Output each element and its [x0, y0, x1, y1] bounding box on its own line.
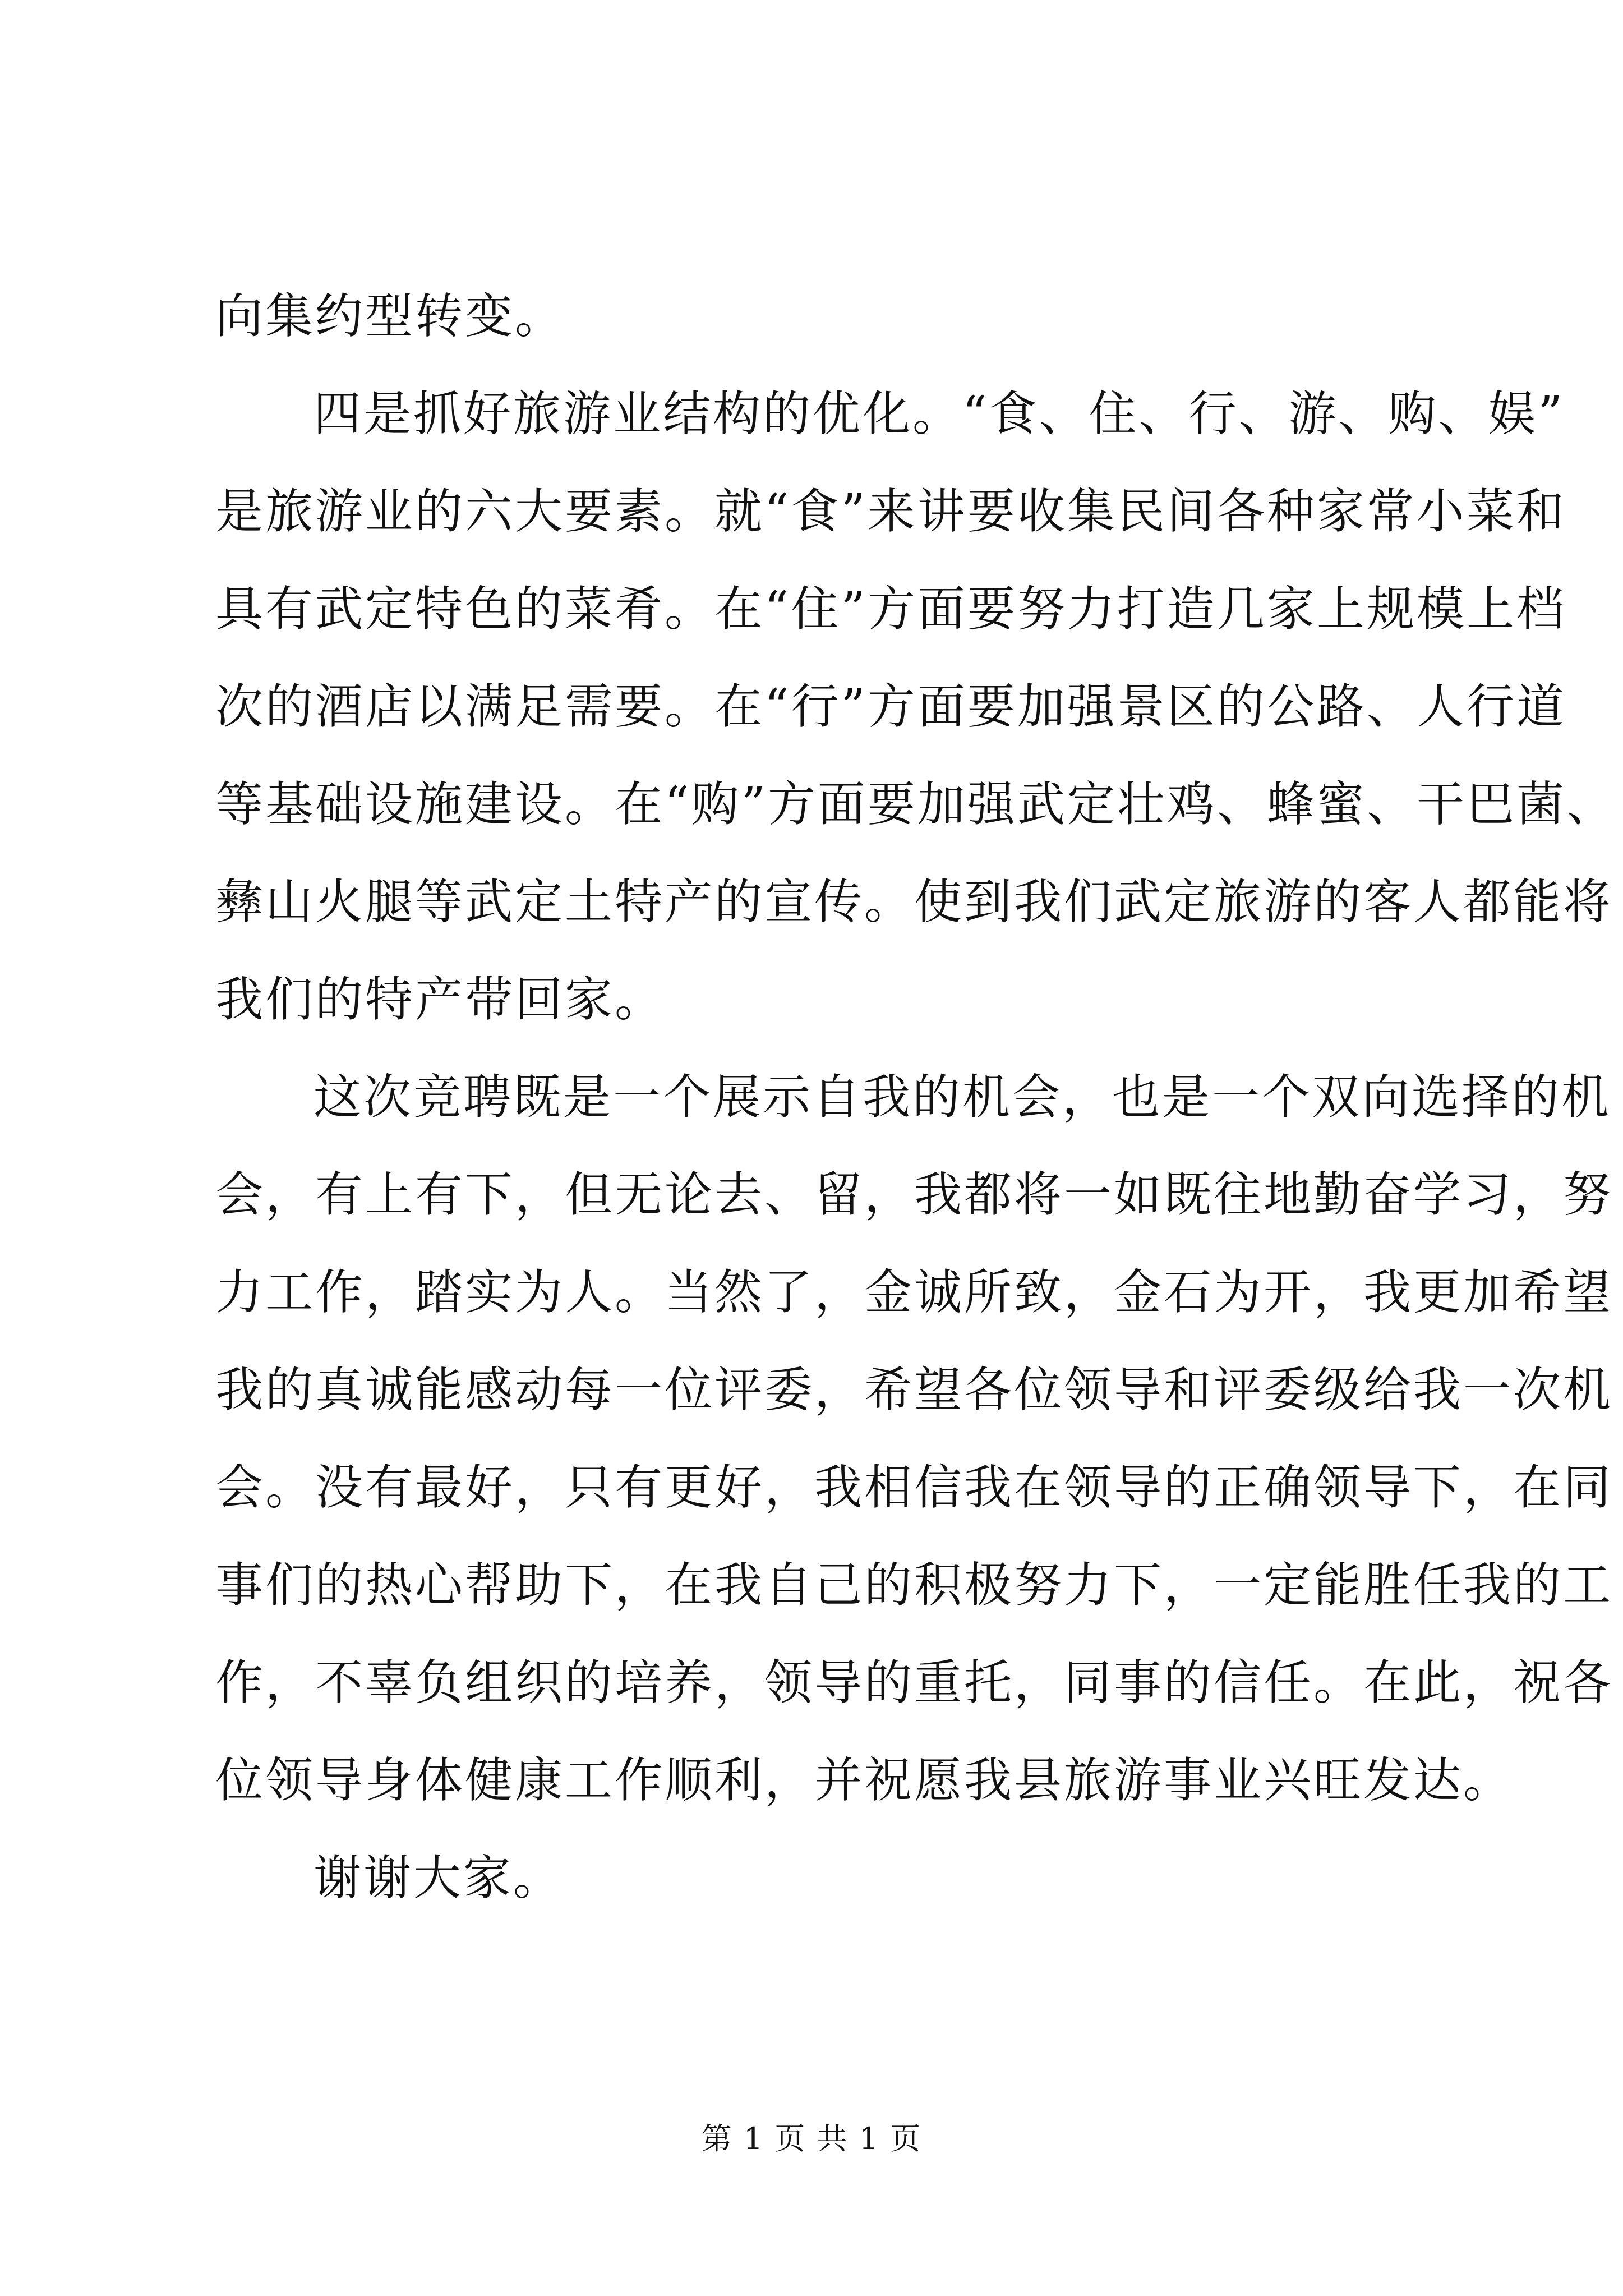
- paragraph-1: [215, 268, 1427, 366]
- document-body: [215, 268, 1616, 1927]
- paragraph-2: [215, 366, 1616, 1049]
- text-line: 等基础设施建设。在“购”方面要加强武定壮鸡、蜂蜜、干巴菌、: [215, 777, 1616, 832]
- text-line: 谢谢大家。: [313, 1851, 564, 1906]
- text-line: 作，不辜负组织的培养，领导的重托，同事的信任。在此，祝各: [215, 1655, 1613, 1711]
- text-line: 事们的热心帮助下，在我自己的积极努力下，一定能胜任我的工: [215, 1558, 1613, 1613]
- text-line: 会。没有最好，只有更好，我相信我在领导的正确领导下，在同: [215, 1460, 1613, 1516]
- text-line: 会，有上有下，但无论去、留，我都将一如既往地勤奋学习，努: [215, 1167, 1613, 1223]
- text-line: 向集约型转变。: [215, 289, 565, 344]
- text-line: 力工作，踏实为人。当然了，金诚所致，金石为开，我更加希望: [215, 1265, 1613, 1320]
- text-line: 四是抓好旅游业结构的优化。“食、住、行、游、购、娱”: [313, 386, 1565, 442]
- text-line: 我们的特产带回家。: [215, 972, 665, 1028]
- paragraph-3: [215, 1049, 1613, 1830]
- text-line: 彝山火腿等武定土特产的宣传。使到我们武定旅游的客人都能将: [215, 875, 1613, 930]
- text-line: 位领导身体健康工作顺利，并祝愿我县旅游事业兴旺发达。: [215, 1753, 1514, 1809]
- text-line: 具有武定特色的菜肴。在“住”方面要努力打造几家上规模上档: [215, 582, 1566, 637]
- text-line: 次的酒店以满足需要。在“行”方面要加强景区的公路、人行道: [215, 679, 1566, 735]
- text-line: 这次竞聘既是一个展示自我的机会，也是一个双向选择的机: [313, 1070, 1612, 1125]
- text-line: 我的真诚能感动每一位评委，希望各位领导和评委级给我一次机: [215, 1363, 1613, 1418]
- page-footer: 第 1 页 共 1 页: [701, 2121, 922, 2156]
- paragraph-4: [215, 1830, 1427, 1927]
- text-line: 是旅游业的六大要素。就“食”来讲要收集民间各种家常小菜和: [215, 484, 1566, 540]
